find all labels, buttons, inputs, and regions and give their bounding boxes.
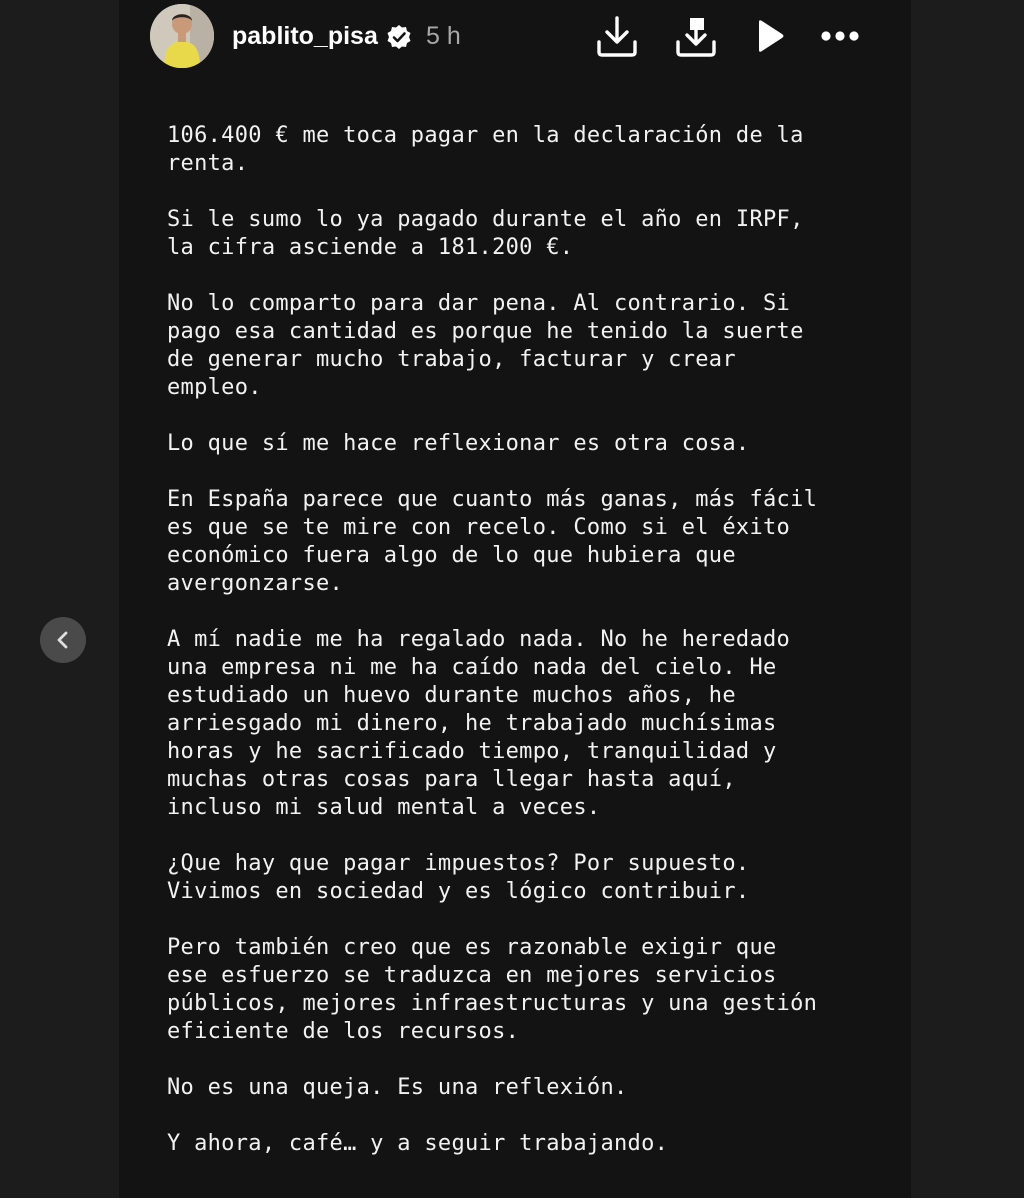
paragraph: Y ahora, café… y a seguir trabajando. bbox=[167, 1131, 669, 1156]
paragraph: Si le sumo lo ya pagado durante el año en IRPF, la cifra asciende a 181.200 €. bbox=[167, 207, 804, 260]
paragraph: En España parece que cuanto más ganas, más fácil es que se te mire con recelo. Como si el éxito económico fuera algo de lo que hubiera que avergonzarse. bbox=[167, 487, 818, 596]
paragraph: A mí nadie me ha regalado nada. No he heredado una empresa ni me ha caído nada del cielo. He estudiado un huevo durante muchos años, he arriesgado mi dinero, he trabajado muchísimas horas y he sacrificado tiempo, tranquilidad y muchas otras cosas para llegar hasta aquí, incluso mi salud mental a veces. bbox=[167, 627, 791, 820]
paragraph: Lo que sí me hace reflexionar es otra cosa. bbox=[167, 431, 750, 456]
story-text bbox=[167, 122, 887, 1186]
save-to-collection-button[interactable] bbox=[672, 12, 720, 60]
paragraph: ¿Que hay que pagar impuestos? Por supuesto. Vivimos en sociedad y es lógico contribuir. bbox=[167, 851, 750, 904]
paragraph: No lo comparto para dar pena. Al contrario. Si pago esa cantidad es porque he tenido la suerte de generar mucho trabajo, facturar y crear empleo. bbox=[167, 291, 804, 400]
more-options-button[interactable] bbox=[816, 12, 864, 60]
avatar[interactable] bbox=[150, 4, 214, 68]
username[interactable]: pablito_pisa bbox=[232, 22, 378, 50]
paragraph: 106.400 € me toca pagar en la declaración de la renta. bbox=[167, 123, 804, 176]
avatar-image bbox=[150, 4, 214, 68]
download-icon bbox=[595, 14, 639, 58]
play-icon bbox=[749, 16, 789, 56]
download-button[interactable] bbox=[593, 12, 641, 60]
paragraph: Pero también creo que es razonable exigir que ese esfuerzo se traduzca en mejores servicios públicos, mejores infraestructuras y una gestión eficiente de los recursos. bbox=[167, 935, 818, 1044]
save-to-collection-icon bbox=[674, 14, 718, 58]
paragraph: No es una queja. Es una reflexión. bbox=[167, 1075, 628, 1100]
previous-story-button[interactable] bbox=[40, 617, 86, 663]
post-time: 5 h bbox=[426, 22, 461, 50]
more-options-icon bbox=[817, 13, 863, 59]
verified-badge-icon bbox=[386, 24, 412, 50]
chevron-left-icon bbox=[52, 629, 74, 651]
story-header bbox=[119, 0, 911, 72]
play-button[interactable] bbox=[745, 12, 793, 60]
